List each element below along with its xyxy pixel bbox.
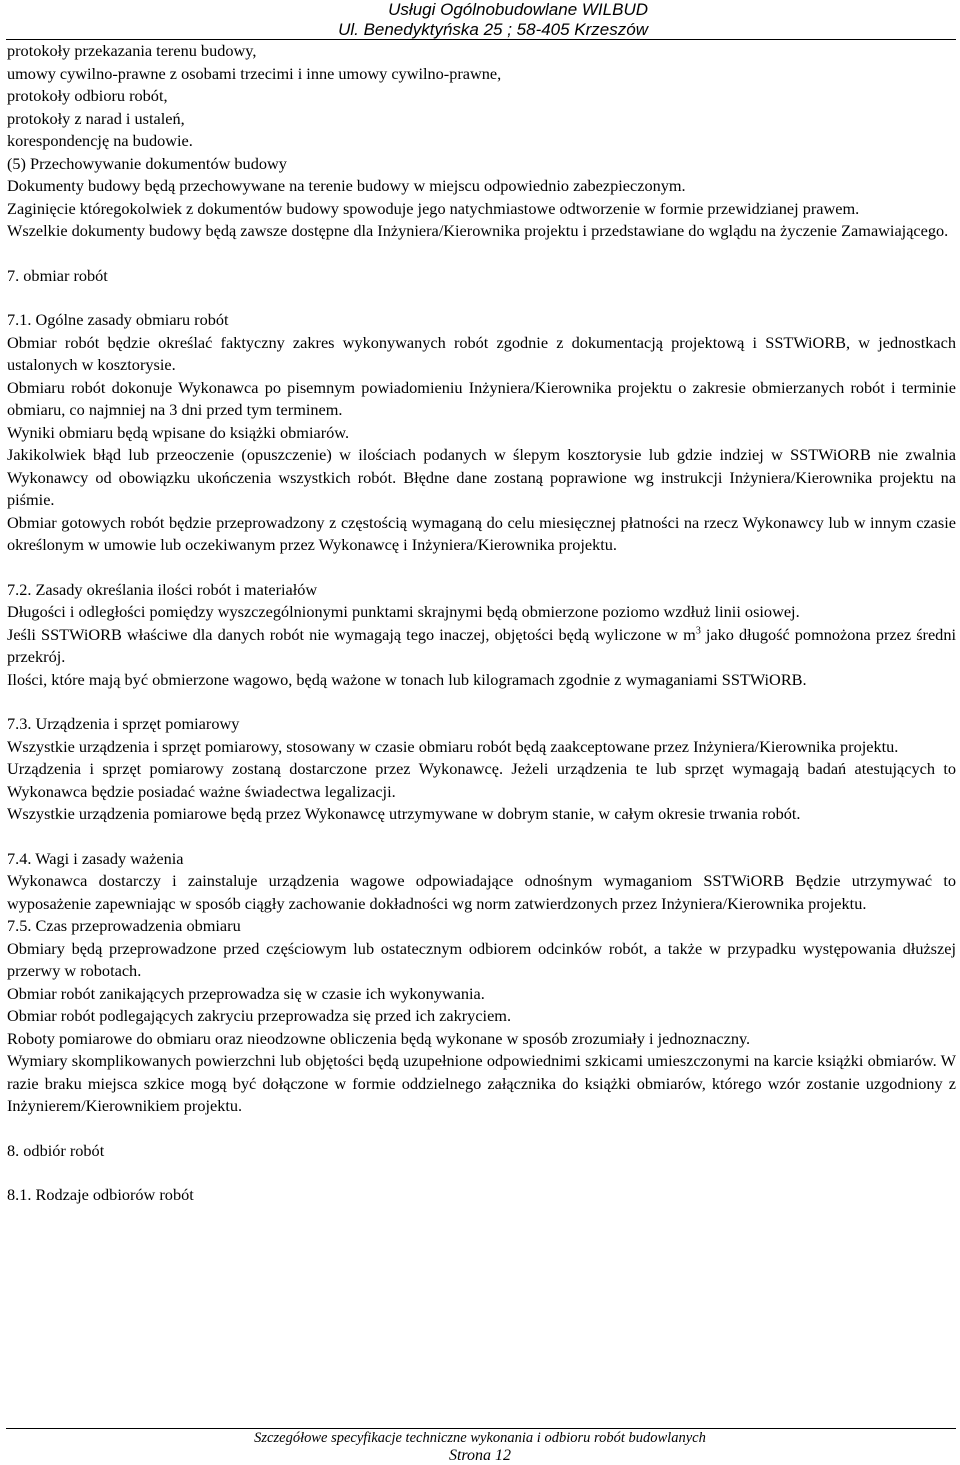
paragraph: protokoły odbioru robót, — [7, 86, 168, 105]
page-header — [0, 0, 960, 42]
section-heading-7-5: 7.5. Czas przeprowadzenia obmiaru — [7, 916, 241, 935]
section-heading-7-4: 7.4. Wagi i zasady ważenia — [7, 848, 184, 868]
paragraph: umowy cywilno-prawne z osobami trzecimi i inne umowy cywilno-prawne, — [7, 63, 502, 83]
company-name: Usługi Ogólnobudowlane WILBUD — [388, 0, 648, 19]
section-heading-8-1: 8.1. Rodzaje odbiorów robót — [7, 1185, 194, 1204]
footer-title: Szczegółowe specyfikacje techniczne wykonania i odbioru robót budowlanych — [254, 1430, 706, 1446]
document-body — [7, 40, 956, 1207]
footer-divider — [6, 1428, 956, 1429]
paragraph: Obmiar gotowych robót będzie przeprowadzony z częstością wymaganą do celu miesięcznej płatności na rzecz Wykonawcy lub w innym czasie określonym w umowie lub oczekiwanym przez Wykonawcę i Inżyniera/Kierownika projektu. — [7, 512, 956, 554]
paragraph: Jakikolwiek błąd lub przeoczenie (opuszczenie) w ilościach podanych w ślepym kosztorysie lub gdzie indziej w SSTWiORB nie zwalnia Wykonawcy od obowiązku ukończenia wszystkich robót. Błędne dane zostaną poprawione wg instrukcji Inżyniera/Kierownika projektu na piśmie. — [7, 445, 956, 509]
paragraph: korespondencję na budowie. — [7, 131, 193, 150]
section-heading-7: 7. obmiar robót — [7, 265, 108, 285]
paragraph: Obmiary będą przeprowadzone przed częściowym lub ostatecznym odbiorem odcinków robót, a także w przypadku występowania dłuższej przerwy w robotach. — [7, 938, 956, 980]
paragraph: Wykonawca dostarczy i zainstaluje urządzenia wagowe odpowiadające odnośnym wymaganiom SSTWiORB Będzie utrzymywać to wyposażenie zapewniając w sposób ciągły zachowanie dokładności wg norm zatwierdzonych przez Inżyniera/Kierownika projektu. — [7, 871, 956, 913]
paragraph: Wszystkie urządzenia pomiarowe będą przez Wykonawcę utrzymywane w dobrym stanie, w całym okresie trwania robót. — [7, 804, 801, 823]
paragraph: Ilości, które mają być obmierzone wagowo, będą ważone w tonach lub kilogramach zgodnie z wymaganiami SSTWiORB. — [7, 669, 807, 689]
paragraph: Obmiar robót podlegających zakryciu przeprowadza się przed ich zakryciem. — [7, 1006, 512, 1025]
paragraph: Zaginięcie któregokolwiek z dokumentów budowy spowoduje jego natychmiastowe odtworzenie w formie przewidzianej prawem. — [7, 198, 860, 218]
section-heading-8: 8. odbiór robót — [7, 1140, 105, 1160]
paragraph: Wszelkie dokumenty budowy będą zawsze dostępne dla Inżyniera/Kierownika projektu i przedstawiane do wglądu na życzenie Zamawiającego. — [7, 221, 949, 240]
paragraph: Obmiaru robót dokonuje Wykonawca po pisemnym powiadomieniu Inżyniera/Kierownika projektu o zakresie obmierzanych robót i terminie obmiaru, co najmniej na 3 dni przed tym terminem. — [7, 377, 956, 419]
paragraph: Dokumenty budowy będą przechowywane na terenie budowy w miejscu odpowiednio zabezpieczonym. — [7, 176, 686, 195]
paragraph: Obmiar robót zanikających przeprowadza się w czasie ich wykonywania. — [7, 983, 485, 1003]
paragraph: Obmiar robót będzie określać faktyczny zakres wykonywanych robót zgodnie z dokumentacją projektową i SSTWiORB, w jednostkach ustalonych w kosztorysie. — [7, 332, 956, 374]
paragraph: Wymiary skomplikowanych powierzchni lub objętości będą uzupełnione odpowiednimi szkicami umieszczonymi na karcie książki obmiarów. W razie braku miejsca szkice mogą być dołączone w formie oddzielnego załącznika do książki obmiarów, którego wzór zostanie uzgodniony z Inżynierem/Kierownikiem projektu. — [7, 1051, 956, 1115]
paragraph: Jeśli SSTWiORB właściwe dla danych robót nie wymagają tego inaczej, objętości będą wyliczone w $m^3$ jako długość pomnożona przez średni przekrój. — [7, 624, 956, 666]
section-heading-7-3: 7.3. Urządzenia i sprzęt pomiarowy — [7, 714, 240, 733]
page-number: Strona 12 — [448, 1447, 512, 1464]
section-heading-7-1: 7.1. Ogólne zasady obmiaru robót — [7, 310, 229, 329]
page-footer — [0, 1428, 960, 1465]
section-heading-7-2: 7.2. Zasady określania ilości robót i materiałów — [7, 579, 318, 599]
paragraph: Roboty pomiarowe do obmiaru oraz nieodzowne obliczenia będą wykonane w sposób zrozumiały i jednoznaczny. — [7, 1028, 751, 1048]
paragraph: Wszystkie urządzenia i sprzęt pomiarowy, stosowany w czasie obmiaru robót będą zaakceptowane przez Inżyniera/Kierownika projektu. — [7, 736, 899, 756]
company-address: Ul. Benedyktyńska 25 ; 58-405 Krzeszów — [338, 20, 648, 39]
paragraph: Długości i odległości pomiędzy wyszczególnionymi punktami skrajnymi będą obmierzone poziomo wzdłuż linii osiowej. — [7, 602, 800, 621]
paragraph: Wyniki obmiaru będą wpisane do książki obmiarów. — [7, 422, 350, 442]
paragraph: protokoły z narad i ustaleń, — [7, 108, 185, 128]
paragraph: Urządzenia i sprzęt pomiarowy zostaną dostarczone przez Wykonawcę. Jeżeli urządzenia te lub sprzęt wymagają badań atestujących to Wykonawca będzie posiadać ważne świadectwa legalizacji. — [7, 759, 956, 801]
paragraph: protokoły przekazania terenu budowy, — [7, 41, 257, 60]
paragraph: (5) Przechowywanie dokumentów budowy — [7, 153, 287, 173]
